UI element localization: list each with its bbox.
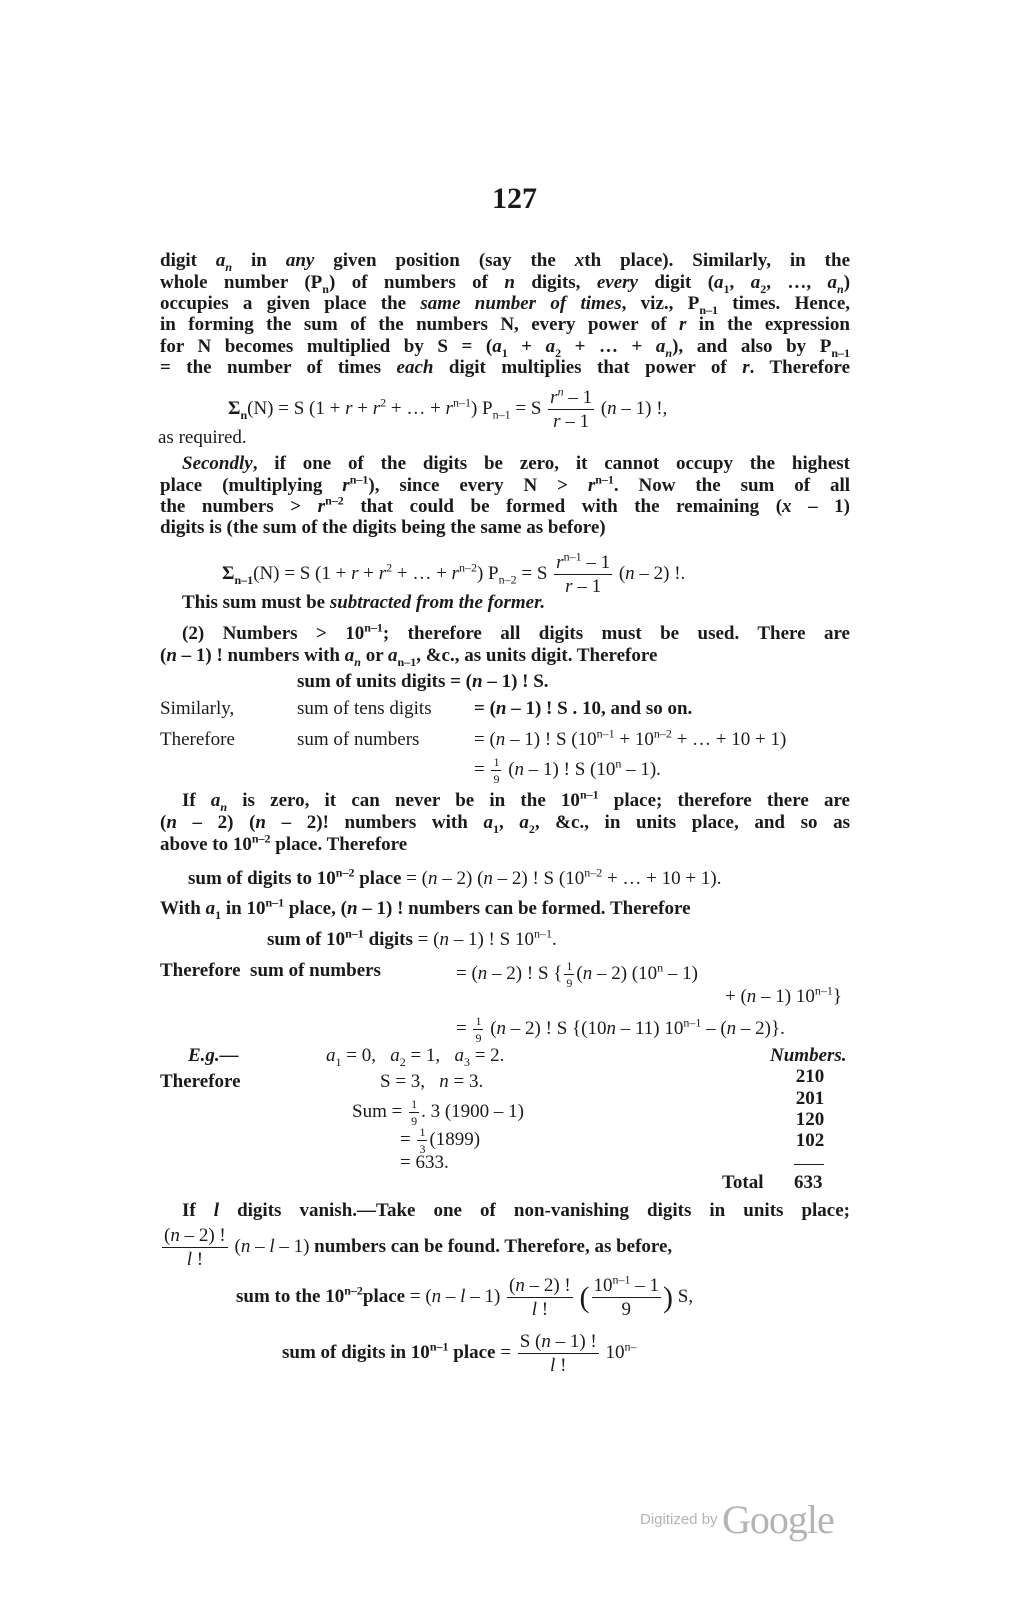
example-number-4: 102: [795, 1130, 825, 1151]
equation-6-cont: + (n – 1) 10$^{n-1}$}: [725, 983, 842, 1007]
text-therefore-1: Therefore: [160, 729, 235, 750]
text-similarly: Similarly,: [160, 698, 235, 719]
text-line-2: whole number $(P_n)$ of numbers of n digits, every digit ($a_1$, $a_2$, …, $a_n$): [160, 272, 851, 296]
equation-5: sum of 10$^{n-1}$ digits = (n – 1) ! S 10$^{n-1}$.: [267, 926, 557, 950]
equation-1: $\Sigma_n(N) = S$ ($1 + r + r^2$ + … + $r^{n-1}$) $P_{n-1} = S$ $\frac{r^n - 1}{r - 1}$ (n – 1) !,: [228, 384, 668, 432]
text-therefore-eg: Therefore: [160, 1071, 241, 1092]
text-line-1: digit $a_n$ in any given position (say the xth place). Similarly, in the: [160, 250, 850, 274]
text-line-3: occupies a given place the same number of times, viz., $P_{n-1}$ times. Hence,: [160, 293, 850, 317]
text-line-12: (n – 1) ! numbers with $a_n$ or $a_{n-1}$, &c., as units digit. Therefore: [160, 645, 658, 669]
text-line-11: (2) Numbers > $10^{n-1}$; therefore all digits must be used. There are: [182, 620, 850, 644]
equation-sum-a: Sum = $\frac{1}{9}$ . 3 (1900 – 1): [352, 1097, 524, 1128]
equation-4: sum of digits to 10$^{n-2}$ place = (n – 2) (n – 2) ! S ($10^{n-2}$ + … + 10 + 1).: [188, 865, 722, 889]
text-numbers-head: Numbers.: [770, 1045, 847, 1066]
text-sum-numbers: sum of numbers: [297, 729, 420, 750]
example-number-2: 201: [795, 1088, 825, 1109]
text-eg-label: E.g.—: [188, 1045, 239, 1066]
text-line-13: If $a_n$ is zero, it can never be in the 10$^{n-1}$ place; therefore there are: [182, 787, 850, 814]
equation-8: sum to the $10^{n-2}place = (n - l - 1)$ $\frac{(n - 2) !}{l !}$ ( $\frac{10^{n-1} - 1}{9}$ ) S,: [236, 1272, 694, 1320]
text-line-7: Secondly, if one of the digits be zero, it cannot occupy the highest: [182, 453, 850, 474]
example-number-1: 210: [795, 1066, 825, 1087]
text-line-18: $\frac{(n - 2) !}{l !}$ (n – l – 1) numbers can be found. Therefore, as before,: [164, 1225, 673, 1270]
text-line-17: If l digits vanish.—Take one of non-vanishing digits in units place;: [182, 1200, 850, 1221]
equation-3: = $\frac{1}{9}$ (n – 1) ! S (10$^n$ – 1).: [474, 755, 661, 786]
text-line-14: (n – 2) (n – 2)! numbers with $a_1$, $a_2$, &c., in units place, and so as: [160, 812, 851, 836]
text-line-10: digits is (the sum of the digits being the same as before): [160, 517, 606, 538]
text-line-15: above to 10$^{n-2}$ place. Therefore: [160, 831, 408, 855]
text-sum-tens-val: = (n – 1) ! S . 10, and so on.: [474, 698, 693, 719]
text-sum-numbers-val: = (n – 1) ! S ($10^{n-1} + 10^{n-2}$ + … + 10 + 1): [474, 726, 787, 750]
text-line-9: the numbers > $r^{n-2}$ that could be formed with the remaining (x – 1): [160, 493, 851, 517]
text-sum-tens: sum of tens digits: [297, 698, 432, 719]
digitized-watermark: Digitized by Google: [640, 1497, 834, 1542]
text-line-4: in forming the sum of the numbers N, every power of r in the expression: [160, 314, 850, 335]
equation-sum-c: = 633.: [400, 1152, 449, 1173]
equation-6: Therefore sum of numbers: [160, 960, 381, 981]
text-line-6: = the number of times each digit multiplies that power of r. Therefore: [160, 357, 851, 378]
page-number: 127: [492, 182, 537, 215]
equation-sum-b: = $\frac{1}{3}$ (1899): [400, 1125, 481, 1156]
text-subtract: This sum must be subtracted from the former.: [182, 592, 546, 613]
equation-9: sum of digits in 10$^{n-1}$ place = $\frac{S (n - 1) !}{l !}$ $10^{n-}$: [282, 1331, 637, 1376]
text-total: Total: [722, 1172, 764, 1193]
text-line-8: place (multiplying $r^{n-1}$), since every $N > r^{n-1}$. Now the sum of all: [160, 472, 850, 496]
text-total-val: 633: [794, 1172, 823, 1193]
text-required: as required.: [158, 427, 247, 448]
text-line-16: With $a_1$ in 10$^{n-1}$ place, (n – 1) ! numbers can be formed. Therefore: [160, 895, 691, 922]
equation-6-val: = (n – 2) ! S { $\frac{1}{9}$ (n – 2) (10$^n$ – 1): [456, 959, 698, 990]
example-number-3: 120: [795, 1109, 825, 1130]
text-sum-units: sum of units digits = (n – 1) ! S.: [297, 671, 549, 692]
equation-2: $\Sigma_{n-1}(N) = S$ ($1 + r + r^2$ + … + $r^{n-2}$) $P_{n-2} = S$ $\frac{r^{n-1} - 1}{r - 1}$ (n – 2) !.: [222, 549, 686, 597]
equation-7: = $\frac{1}{9}$ (n – 2) ! S {(10n – 11) 10$^{n-1}$ – (n – 2)}.: [456, 1014, 785, 1045]
text-line-5: for N becomes multiplied by $S = (a_1 + a_2$ + … + $a_n$), and also by $P_{n-1}$: [160, 336, 850, 360]
text-s-n: S = 3, n = 3.: [380, 1071, 484, 1092]
total-rule: [794, 1164, 824, 1165]
google-logo: Google: [722, 1497, 834, 1542]
text-eg-vals: $a_1 = 0$, $a_2 = 1$, $a_3 = 2$.: [326, 1045, 505, 1069]
